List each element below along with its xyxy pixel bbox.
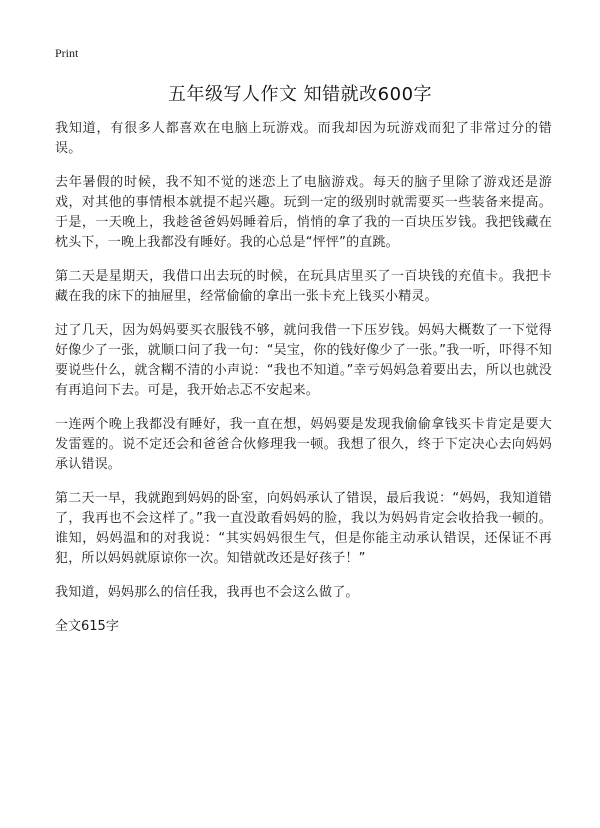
paragraph: 第二天是星期天，我借口出去玩的时候，在玩具店里买了一百块钱的充值卡。我把卡藏在我的床下的抽屉里，经常偷偷的拿出一张卡充上钱买小精灵。	[55, 269, 552, 304]
word-count: 全文615字	[55, 619, 119, 634]
paragraph: 我知道，有很多人都喜欢在电脑上玩游戏。而我却因为玩游戏而犯了非常过分的错误。	[55, 121, 552, 156]
paragraph: 去年暑假的时候，我不知不觉的迷恋上了电脑游戏。每天的脑子里除了游戏还是游戏，对其他的事情根本就提不起兴趣。玩到一定的级别时就需要买一些装备来提高。于是，一天晚上，我趁爸爸妈妈睡着后，悄悄的拿了我的一百块压岁钱。我把钱藏在枕头下，一晚上我都没有睡好。我的心总是“怦怦”的直跳。	[55, 175, 552, 250]
paragraph: 一连两个晚上我都没有睡好，我一直在想，妈妈要是发现我偷偷拿钱买卡肯定是要大发雷霆的。说不定还会和爸爸合伙修理我一顿。我想了很久，终于下定决心去向妈妈承认错误。	[55, 417, 552, 472]
essay-body	[55, 119, 552, 637]
paragraph: 第二天一早，我就跑到妈妈的卧室，向妈妈承认了错误，最后我说：“妈妈，我知道错了，我再也不会这样了。”我一直没敢看妈妈的脸，我以为妈妈肯定会收拾我一顿的。谁知，妈妈温和的对我说：“其实妈妈很生气，但是你能主动承认错误，还保证不再犯，所以妈妈就原谅你一次。知错就改还是好孩子！”	[55, 491, 552, 566]
page-title: 五年级写人作文 知错就改600字	[167, 84, 433, 105]
print-link[interactable]: Print	[55, 46, 79, 60]
paragraph: 我知道，妈妈那么的信任我，我再也不会这么做了。	[55, 585, 359, 600]
paragraph: 过了几天，因为妈妈要买衣服钱不够，就问我借一下压岁钱。妈妈大概数了一下觉得好像少了一张，就顺口问了我一句：“吴宝，你的钱好像少了一张。”我一听，吓得不知要说些什么，就含糊不清的小声说：“我也不知道。”幸亏妈妈急着要出去，所以也就没有再追问下去。可是，我开始忐忑不安起来。	[55, 323, 552, 398]
